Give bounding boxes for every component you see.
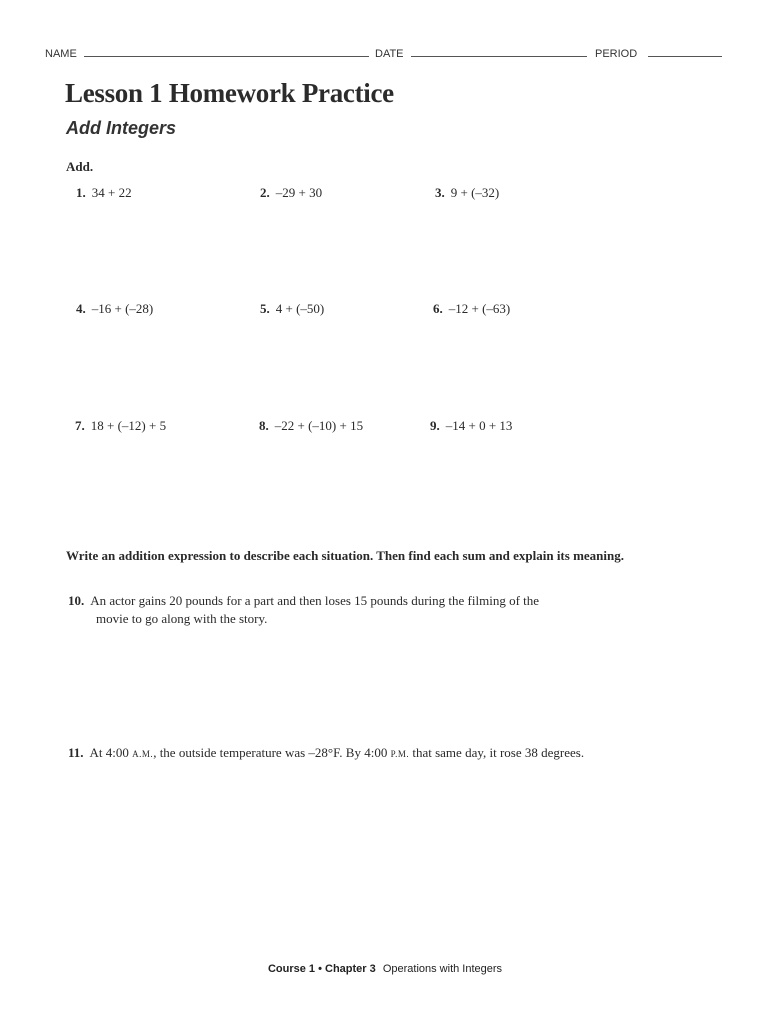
problem-1 (76, 185, 132, 201)
page-title: Lesson 1 Homework Practice (65, 78, 394, 108)
problem-number: 2. (260, 185, 270, 200)
time-pm: P.M. (390, 749, 410, 759)
problem-number: 9. (430, 418, 440, 433)
problem-text-line: movie to go along with the story. (96, 611, 268, 626)
name-label: NAME (45, 48, 77, 60)
problem-expression: –22 + (–10) + 15 (274, 418, 364, 433)
problem-expression: –29 + 30 (275, 185, 323, 200)
problem-text: , the outside temperature was –28°F. By 4:00 (153, 745, 391, 760)
problem-expression: 9 + (–32) (450, 185, 500, 200)
footer-bullet: • (318, 963, 322, 975)
problem-number: 5. (260, 301, 270, 316)
problem-expression: –14 + 0 + 13 (445, 418, 513, 433)
problem-expression: –12 + (–63) (448, 301, 511, 316)
problem-expression: 4 + (–50) (275, 301, 325, 316)
problem-number: 3. (435, 185, 445, 200)
date-blank[interactable] (411, 46, 587, 57)
problem-text-line: An actor gains 20 pounds for a part and then loses 15 pounds during the filming of the (90, 593, 540, 608)
problem-text: At 4:00 (89, 745, 133, 760)
period-field[interactable] (595, 46, 722, 60)
word-problem-10 (68, 592, 539, 628)
page-footer (0, 963, 770, 975)
problem-9 (430, 418, 512, 434)
problem-number: 7. (75, 418, 85, 433)
problem-2 (260, 185, 322, 201)
name-blank[interactable] (84, 46, 369, 57)
period-blank[interactable] (648, 46, 722, 57)
student-info-header (45, 46, 725, 62)
instruction-add: Add. (66, 159, 94, 174)
date-field[interactable] (375, 46, 587, 60)
problem-3 (435, 185, 499, 201)
problem-expression: –16 + (–28) (91, 301, 154, 316)
problem-7 (75, 418, 166, 434)
problem-8 (259, 418, 363, 434)
problem-5 (260, 301, 324, 317)
problem-expression: 34 + 22 (91, 185, 132, 200)
name-field[interactable] (45, 46, 369, 60)
problem-6 (433, 301, 510, 317)
problem-number: 1. (76, 185, 86, 200)
word-problem-11 (68, 744, 584, 763)
time-am: A.M. (132, 749, 154, 759)
problem-number: 6. (433, 301, 443, 316)
date-label: DATE (375, 48, 404, 60)
problem-text: that same day, it rose 38 degrees. (409, 745, 585, 760)
problem-number: 8. (259, 418, 269, 433)
footer-course: Course 1 (267, 963, 316, 975)
section-instruction: Write an addition expression to describe each situation. Then find each sum and explain its meaning. (66, 548, 624, 563)
period-label: PERIOD (595, 48, 638, 60)
problem-expression: 18 + (–12) + 5 (90, 418, 167, 433)
problem-4 (76, 301, 153, 317)
page-subtitle: Add Integers (66, 118, 177, 138)
problem-number: 4. (76, 301, 86, 316)
problem-number: 11. (68, 745, 84, 760)
problem-number: 10. (68, 593, 85, 608)
footer-chapter: Chapter 3 (325, 963, 376, 975)
footer-chapter-title: Operations with Integers (382, 963, 503, 975)
